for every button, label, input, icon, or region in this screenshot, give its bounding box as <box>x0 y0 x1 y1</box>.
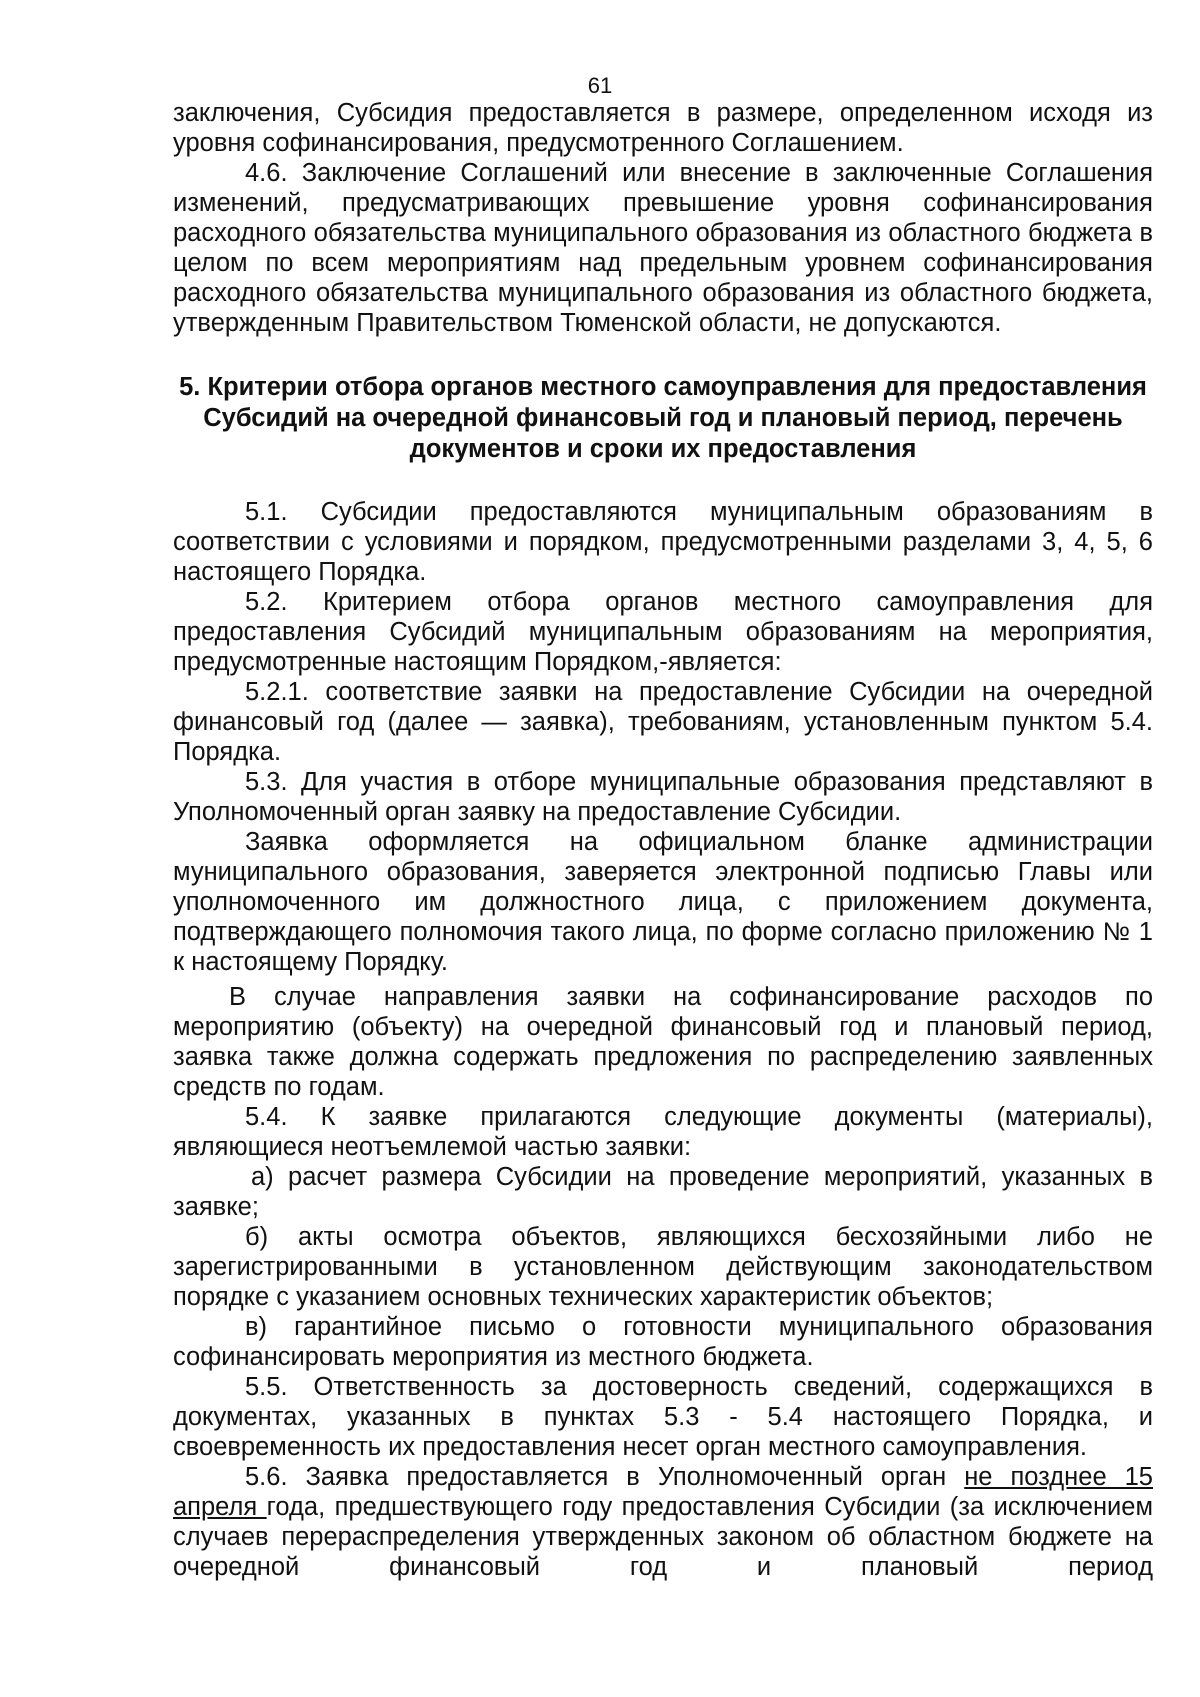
paragraph-5-6-start: 5.6. Заявка предоставляется в Уполномоченный орган <box>245 1463 965 1491</box>
section-heading-5: 5. Критерии отбора органов местного самоуправления для предоставления Субсидий на очередной финансовый год и плановый период, перечень документов и сроки их предоставления <box>179 373 1147 463</box>
paragraph-5-1: 5.1. Субсидии предоставляются муниципальным образованиям в соответствии с условиями и порядком, предусмотренными разделами 3, 4, 5, 6 настоящего Порядка. <box>173 498 1153 586</box>
paragraph-4-6: 4.6. Заключение Соглашений или внесение в заключенные Соглашения изменений, предусматривающих превышение уровня софинансирования расходного обязательства муниципального образования из областного бюджета в целом по всем мероприятиям над предельным уровнем софинансирования расходного обязательства муниципального образования из областного бюджета, утвержденным Правительством Тюменской области, не допускаются. <box>173 159 1153 337</box>
paragraph-intro: заключения, Субсидия предоставляется в размере, определенном исходя из уровня софинансирования, предусмотренного Соглашением. <box>173 99 1153 157</box>
paragraph-5-2: 5.2. Критерием отбора органов местного самоуправления для предоставления Субсидий муниципальным образованиям на мероприятия, предусмотренные настоящим Порядком,-является: <box>173 588 1153 676</box>
list-item-a: а) расчет размера Субсидии на проведение мероприятий, указанных в заявке; <box>173 1163 1153 1221</box>
document-body <box>173 98 1153 1582</box>
deadline-underlined: не позднее 15 апреля <box>173 1463 1153 1521</box>
paragraph-5-5: 5.5. Ответственность за достоверность сведений, содержащихся в документах, указанных в пунктах 5.3 - 5.4 настоящего Порядка, и своевременность их предоставления несет орган местного самоуправления. <box>173 1373 1153 1461</box>
paragraph-in-case: В случае направления заявки на софинансирование расходов по мероприятию (объекту) на очередной финансовый год и плановый период, заявка также должна содержать предложения по распределению заявленных средств по годам. <box>173 983 1153 1101</box>
paragraph-5-6 <box>173 1462 1153 1582</box>
paragraph-application-form: Заявка оформляется на официальном бланке администрации муниципального образования, заверяется электронной подписью Главы или уполномоченного им должностного лица, с приложением документа, подтверждающего полномочия такого лица, по форме согласно приложению № 1 к настоящему Порядку. <box>173 828 1153 976</box>
paragraph-5-2-1: 5.2.1. соответствие заявки на предоставление Субсидии на очередной финансовый год (далее — заявка), требованиям, установленным пунктом 5.4. Порядка. <box>173 678 1153 766</box>
page-number: 61 <box>587 73 613 98</box>
list-item-b: б) акты осмотра объектов, являющихся бесхозяйными либо не зарегистрированными в установленном действующим законодательством порядке с указанием основных технических характеристик объектов; <box>173 1223 1153 1311</box>
paragraph-5-4: 5.4. К заявке прилагаются следующие документы (материалы), являющиеся неотъемлемой частью заявки: <box>173 1103 1153 1161</box>
list-item-v: в) гарантийное письмо о готовности муниципального образования софинансировать мероприятия из местного бюджета. <box>173 1313 1153 1371</box>
paragraph-5-6-rest: года, предшествующего году предоставления Субсидии (за исключением случаев перераспределения утвержденных законом об областном бюджете на очередной финансовый год и плановый период <box>173 1493 1153 1581</box>
paragraph-5-3: 5.3. Для участия в отборе муниципальные образования представляют в Уполномоченный орган заявку на предоставление Субсидии. <box>173 768 1153 826</box>
